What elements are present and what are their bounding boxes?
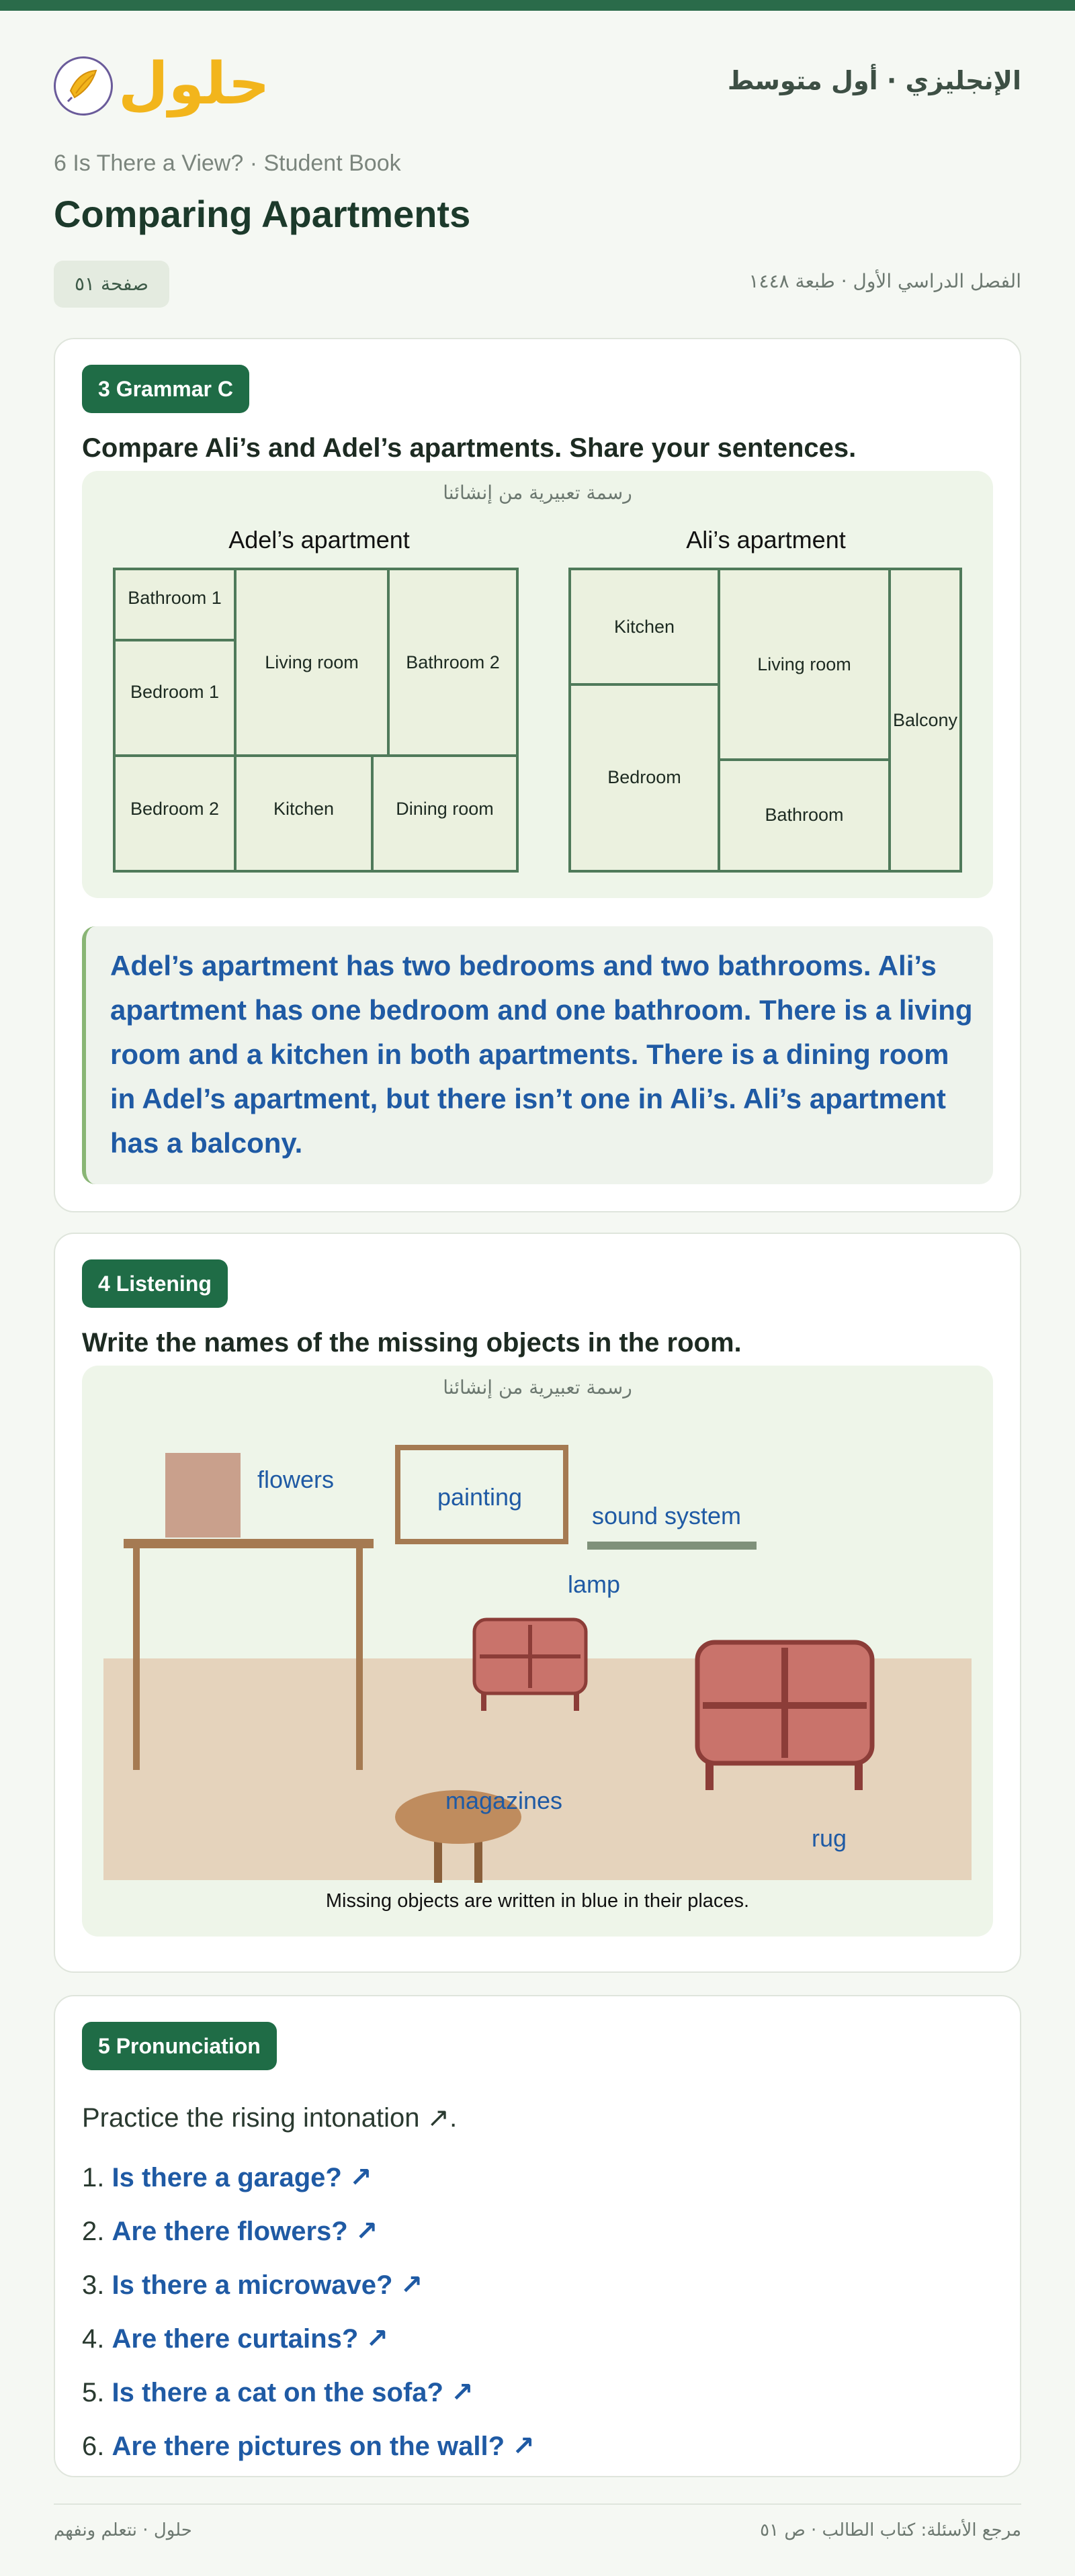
ali-room-label: Living room [757,654,851,674]
pronunciation-list [82,2151,535,2473]
grammar-badge: 3 Grammar C [82,365,249,413]
unit-breadcrumb: 6 Is There a View? · Student Book [54,150,401,176]
adel-room-label: Bedroom 2 [130,799,220,819]
footer-brand: حلول · نتعلم ونفهم [54,2520,192,2540]
list-item: 2. Are there flowers? ↗ [82,2217,378,2246]
coffee-table-leg [474,1836,482,1883]
coffee-table-leg [434,1836,442,1883]
table-leg [133,1548,140,1770]
listening-instruction: Write the names of the missing objects in the room. [82,1328,742,1358]
ali-room-label: Bedroom [607,767,681,787]
adel-apartment-title: Adel’s apartment [228,526,410,553]
label-painting: painting [437,1483,523,1511]
ali-apartment-title: Ali’s apartment [686,526,846,553]
ali-room-label: Kitchen [613,617,675,637]
figure-note: رسمة تعبيرية من إنشائنا [443,482,632,504]
adel-room-label: Dining room [396,799,494,819]
list-item: 3. Is there a microwave? ↗ [82,2270,423,2300]
lesson-title: Comparing Apartments [54,193,471,235]
table-leg [356,1548,363,1770]
floor-plans [82,471,993,898]
edition-info: الفصل الدراسي الأول · طبعة ١٤٤٨ [748,270,1021,292]
listening-card [54,1233,1021,1973]
sound-system-shelf [587,1542,757,1550]
label-flowers: flowers [257,1466,335,1493]
ali-room-label: Bathroom [765,805,844,825]
book-leaf-icon [56,58,111,114]
adel-room-label: Bathroom 1 [128,588,222,608]
room-caption: Missing objects are written in blue in their places. [325,1890,750,1912]
room-scene [82,1366,993,1937]
page-number-badge: صفحة ٥١ [54,261,169,308]
grammar-card [54,338,1021,1212]
label-sound-system: sound system [591,1502,742,1529]
ali-room-label: Balcony [892,710,958,730]
flowers-vase [165,1453,241,1538]
adel-room-label: Bedroom 1 [130,682,220,702]
side-table [124,1539,374,1548]
footer-divider [54,2503,1021,2505]
hulul-logo[interactable] [54,47,270,118]
grammar-instruction: Compare Ali’s and Adel’s apartments. Share your sentences. [82,433,857,463]
list-item: 1. Is there a garage? ↗ [82,2163,372,2192]
adel-room-label: Bathroom 2 [406,652,500,672]
list-item: 4. Are there curtains? ↗ [82,2324,388,2354]
label-lamp: lamp [567,1570,621,1598]
logo-wordmark: حلول [118,50,270,118]
adel-room-label: Living room [265,652,359,672]
adel-room-label: Kitchen [273,799,335,819]
label-rug: rug [811,1824,847,1852]
figure-note: رسمة تعبيرية من إنشائنا [443,1376,632,1398]
room-figure [82,1366,993,1937]
listening-badge: 4 Listening [82,1259,228,1308]
pronunciation-badge: 5 Pronunciation [82,2022,277,2070]
page-header [54,40,1021,121]
footer-reference: مرجع الأسئلة: كتاب الطالب · ص ٥١ [760,2520,1021,2540]
pronunciation-card [54,1995,1021,2477]
subject-title: الإنجليزي · أول متوسط [727,66,1021,95]
list-item: 6. Are there pictures on the wall? ↗ [82,2432,535,2461]
list-item: 5. Is there a cat on the sofa? ↗ [82,2378,474,2407]
grammar-answer-text: Adel’s apartment has two bedrooms and two bathrooms. Ali’s apartment has one bedroom and one bathroom. There is a living room and a kitchen in both apartments. There is a dining room in Adel’s apartment, but there isn’t one in Ali’s. Ali’s apartment has a balcony. [110,950,973,1159]
apartments-figure [82,471,993,898]
pronunciation-intro: Practice the rising intonation ↗. [82,2103,458,2133]
logo-emblem-icon [54,56,113,116]
grammar-answer [82,926,993,1184]
label-magazines: magazines [445,1787,563,1814]
top-accent-bar [0,0,1075,11]
